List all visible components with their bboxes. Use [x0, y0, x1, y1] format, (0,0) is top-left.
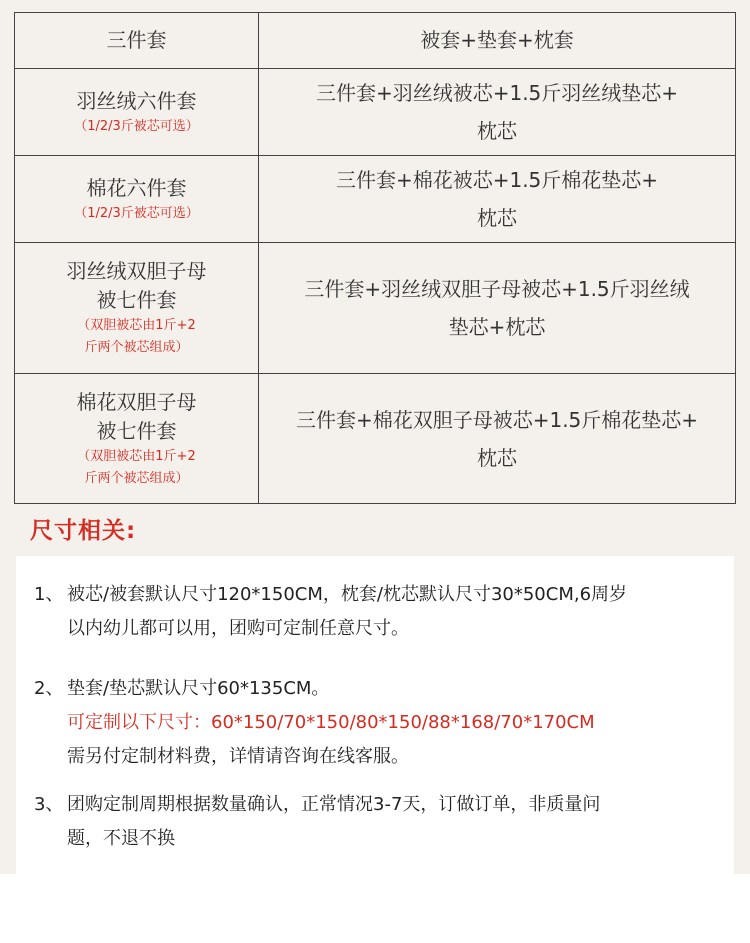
set-contents-line: 三件套+棉花被芯+1.5斤棉花垫芯+: [335, 168, 659, 192]
set-contents-line: 枕芯: [477, 206, 517, 230]
header-right-cell: 被套+垫套+枕套: [259, 13, 736, 69]
item-line: 题，不退不换: [67, 828, 175, 849]
size-item-1: [34, 578, 724, 646]
header-left-cell: 三件套: [15, 13, 259, 69]
set-name-cell: [15, 69, 259, 156]
set-name-cell: [15, 243, 259, 374]
set-contents-line: 枕芯: [477, 119, 517, 143]
set-note: （1/2/3斤被芯可选）: [74, 205, 199, 221]
set-name: 被七件套: [96, 288, 177, 312]
table-row: [15, 374, 736, 504]
item-number: 1、: [34, 584, 64, 605]
set-name: 棉花六件套: [86, 175, 187, 200]
set-contents-cell: [259, 156, 736, 243]
table-header-row: [15, 13, 736, 69]
item-number: 2、: [34, 678, 64, 699]
set-contents-cell: [259, 243, 736, 374]
set-contents-cell: [259, 374, 736, 504]
size-section-title: 尺寸相关:: [30, 518, 137, 544]
item-line: 被芯/被套默认尺寸120*150CM，枕套/枕芯默认尺寸30*50CM,6周岁: [67, 584, 628, 605]
set-name-cell: [15, 156, 259, 243]
set-name: 被七件套: [96, 418, 177, 443]
set-name-cell: [15, 374, 259, 504]
set-name: 羽丝绒双胆子母: [66, 259, 207, 283]
table-row: [15, 69, 736, 156]
item-line: 以内幼儿都可以用，团购可定制任意尺寸。: [67, 618, 409, 639]
item-line: 团购定制周期根据数量确认，正常情况3-7天，订做订单，非质量问: [67, 794, 601, 815]
set-contents-line: 枕芯: [477, 445, 517, 470]
set-name: 棉花双胆子母: [76, 389, 197, 414]
size-item-3: [34, 788, 724, 856]
set-contents-cell: [259, 69, 736, 156]
set-note: （双胆被芯由1斤+2: [77, 448, 196, 464]
size-info-panel: [16, 556, 734, 874]
set-contents-line: 三件套+棉花双胆子母被芯+1.5斤棉花垫芯+: [295, 407, 699, 432]
set-note: （1/2/3斤被芯可选）: [74, 118, 199, 134]
set-name: 羽丝绒六件套: [76, 88, 197, 113]
table-row: [15, 243, 736, 374]
bottom-blank-area: [0, 874, 750, 943]
table-row: [15, 156, 736, 243]
custom-sizes-line: 可定制以下尺寸：60*150/70*150/80*150/88*168/70*170CM: [67, 712, 595, 733]
set-contents-line: 三件套+羽丝绒双胆子母被芯+1.5斤羽丝绒: [304, 277, 690, 301]
set-contents-line: 垫芯+枕芯: [448, 315, 546, 339]
set-contents-line: 三件套+羽丝绒被芯+1.5斤羽丝绒垫芯+: [315, 81, 679, 105]
item-line: 需另付定制材料费，详情请咨询在线客服。: [67, 746, 409, 767]
set-note: 斤两个被芯组成）: [84, 340, 189, 355]
product-combo-table: [14, 12, 736, 504]
set-note: 斤两个被芯组成）: [84, 470, 189, 486]
size-item-2: [34, 672, 724, 774]
set-note: （双胆被芯由1斤+2: [77, 318, 196, 333]
item-line: 垫套/垫芯默认尺寸60*135CM。: [67, 678, 330, 699]
item-number: 3、: [34, 794, 64, 815]
